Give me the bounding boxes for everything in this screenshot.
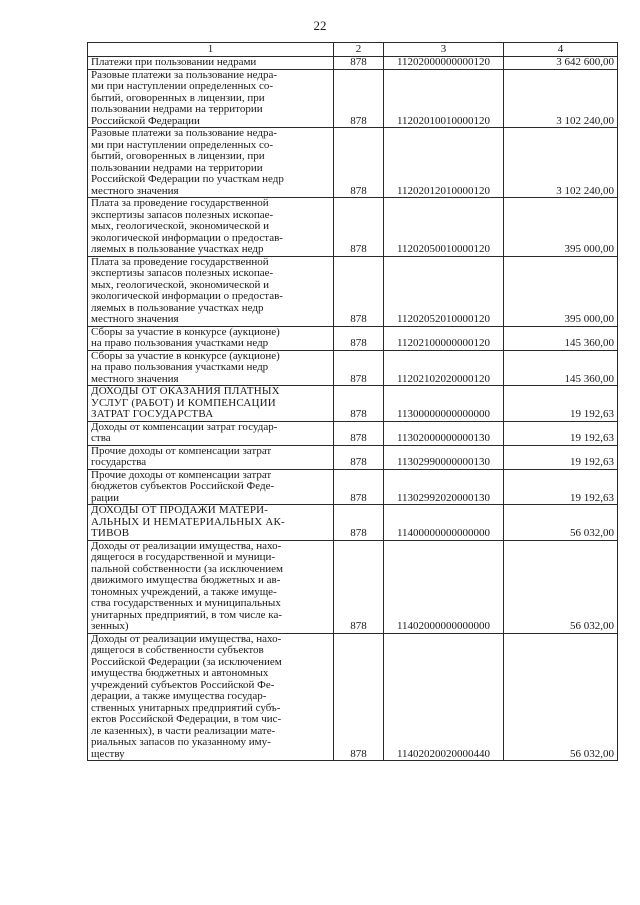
row-amount-cell: 19 192,63: [504, 421, 618, 445]
column-header-1: 1: [88, 43, 334, 57]
row-amount-cell: 395 000,00: [504, 256, 618, 326]
row-admin-code-cell: 878: [334, 633, 384, 761]
row-amount-cell: 56 032,00: [504, 505, 618, 541]
table-header-row: [88, 43, 618, 57]
row-amount-cell: 19 192,63: [504, 469, 618, 505]
row-amount-cell: 3 102 240,00: [504, 128, 618, 198]
row-budget-code-cell: 11302000000000130: [384, 421, 504, 445]
table-row: [88, 633, 618, 761]
table-body: [88, 57, 618, 761]
row-admin-code-cell: 878: [334, 421, 384, 445]
row-budget-code-cell: 11202012010000120: [384, 128, 504, 198]
table-row: [88, 69, 618, 128]
row-name-cell: Разовые платежи за пользование недра- ми при наступлении определенных со- бытий, оговоренных в лицензии, при пользовании недрами на территории Российской Федерации: [88, 69, 334, 128]
row-name-cell: Плата за проведение государственной экспертизы запасов полезных ископае- мых, геологической, экономической и экологической информации о предостав- ляемых в пользование участках недр: [88, 198, 334, 257]
row-amount-cell: 56 032,00: [504, 633, 618, 761]
row-name-cell: Сборы за участие в конкурсе (аукционе) на право пользования участками недр: [88, 326, 334, 350]
row-budget-code-cell: 11300000000000000: [384, 386, 504, 422]
row-admin-code-cell: 878: [334, 505, 384, 541]
row-amount-cell: 145 360,00: [504, 326, 618, 350]
row-budget-code-cell: 11202100000000120: [384, 326, 504, 350]
row-budget-code-cell: 11202050010000120: [384, 198, 504, 257]
row-budget-code-cell: 11202000000000120: [384, 57, 504, 70]
row-admin-code-cell: 878: [334, 350, 384, 386]
column-header-4: 4: [504, 43, 618, 57]
table-row: [88, 505, 618, 541]
table-row: [88, 350, 618, 386]
revenue-table: [87, 42, 618, 761]
row-amount-cell: 56 032,00: [504, 540, 618, 633]
row-amount-cell: 3 642 600,00: [504, 57, 618, 70]
row-name-cell: Доходы от компенсации затрат государ- ства: [88, 421, 334, 445]
page-number: 22: [313, 18, 327, 33]
table-row: [88, 198, 618, 257]
row-admin-code-cell: 878: [334, 128, 384, 198]
row-name-cell: Платежи при пользовании недрами: [88, 57, 334, 70]
row-name-cell: Сборы за участие в конкурсе (аукционе) на право пользования участками недр местного значения: [88, 350, 334, 386]
row-name-cell: Доходы от реализации имущества, нахо- дящегося в государственной и муници- пальной собственности (за исключением движимого имущества бюджетных и ав- тономных учреждений, а также имуще- ства государственных и муниципальных унитарных предприятий, в том числе ка- зенных): [88, 540, 334, 633]
row-budget-code-cell: 11400000000000000: [384, 505, 504, 541]
table-row: [88, 445, 618, 469]
row-admin-code-cell: 878: [334, 445, 384, 469]
table-row: [88, 256, 618, 326]
row-name-cell: Прочие доходы от компенсации затрат бюджетов субъектов Российской Феде- рации: [88, 469, 334, 505]
row-amount-cell: 19 192,63: [504, 386, 618, 422]
row-budget-code-cell: 11302992020000130: [384, 469, 504, 505]
column-header-3: 3: [384, 43, 504, 57]
row-name-cell: Прочие доходы от компенсации затрат государства: [88, 445, 334, 469]
column-header-2: 2: [334, 43, 384, 57]
table-row: [88, 326, 618, 350]
row-admin-code-cell: 878: [334, 57, 384, 70]
row-name-cell: ДОХОДЫ ОТ ОКАЗАНИЯ ПЛАТНЫХ УСЛУГ (РАБОТ) И КОМПЕНСАЦИИ ЗАТРАТ ГОСУДАРСТВА: [88, 386, 334, 422]
row-name-cell: Плата за проведение государственной экспертизы запасов полезных ископае- мых, геологической, экономической и экологической информации о предостав- ляемых в пользование участках недр местного значения: [88, 256, 334, 326]
row-amount-cell: 395 000,00: [504, 198, 618, 257]
row-admin-code-cell: 878: [334, 326, 384, 350]
row-admin-code-cell: 878: [334, 198, 384, 257]
table-row: [88, 421, 618, 445]
row-name-cell: ДОХОДЫ ОТ ПРОДАЖИ МАТЕРИ- АЛЬНЫХ И НЕМАТЕРИАЛЬНЫХ АК- ТИВОВ: [88, 505, 334, 541]
row-admin-code-cell: 878: [334, 469, 384, 505]
table-row: [88, 128, 618, 198]
row-admin-code-cell: 878: [334, 540, 384, 633]
row-admin-code-cell: 878: [334, 69, 384, 128]
row-name-cell: Разовые платежи за пользование недра- ми при наступлении определенных со- бытий, оговоренных в лицензии, при пользовании недрами на территории Российской Федерации по участкам недр местного значения: [88, 128, 334, 198]
row-budget-code-cell: 11202010010000120: [384, 69, 504, 128]
row-amount-cell: 3 102 240,00: [504, 69, 618, 128]
row-admin-code-cell: 878: [334, 386, 384, 422]
row-name-cell: Доходы от реализации имущества, нахо- дящегося в собственности субъектов Российской Федерации (за исключением имущества бюджетных и автономных учреждений субъектов Российской Фе- дерации, а также имущества государ- ственных унитарных предприятий субъ- ектов Российской Федерации, в том чис- ле казенных), в части реализации мате- риальных запасов по указанному иму- ществу: [88, 633, 334, 761]
row-admin-code-cell: 878: [334, 256, 384, 326]
table-row: [88, 540, 618, 633]
row-budget-code-cell: 11302990000000130: [384, 445, 504, 469]
row-amount-cell: 19 192,63: [504, 445, 618, 469]
table-row: [88, 386, 618, 422]
row-budget-code-cell: 11402000000000000: [384, 540, 504, 633]
table-row: [88, 57, 618, 70]
row-budget-code-cell: 11202102020000120: [384, 350, 504, 386]
row-budget-code-cell: 11202052010000120: [384, 256, 504, 326]
table-row: [88, 469, 618, 505]
row-amount-cell: 145 360,00: [504, 350, 618, 386]
row-budget-code-cell: 11402020020000440: [384, 633, 504, 761]
